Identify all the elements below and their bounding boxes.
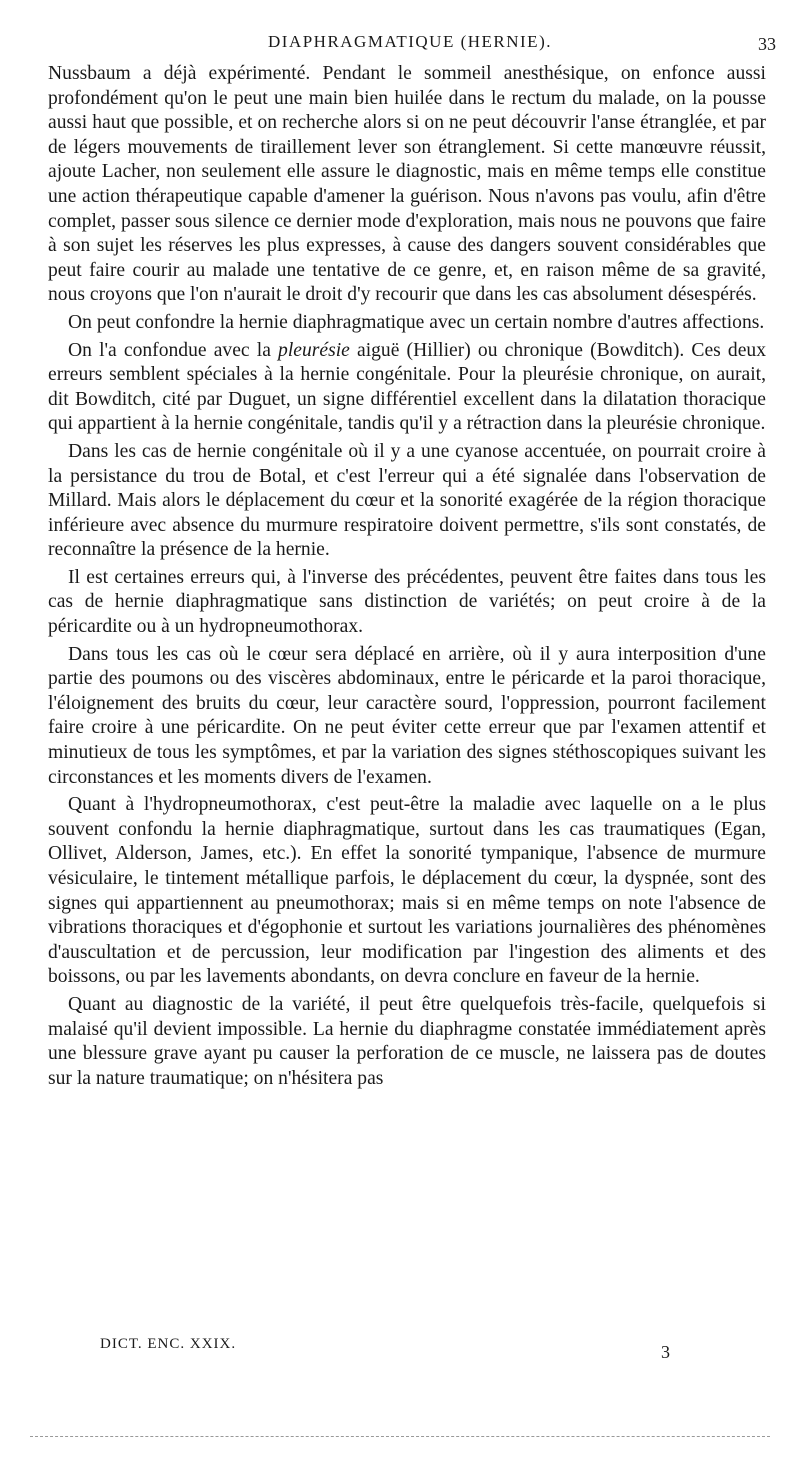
body-text — [48, 62, 766, 1094]
bottom-rule — [30, 1436, 770, 1437]
page-footer — [100, 1336, 670, 1366]
sheet-number: 3 — [661, 1342, 670, 1362]
running-title: DIAPHRAGMATIQUE (HERNIE). — [268, 32, 552, 51]
paragraph — [48, 339, 766, 437]
running-head — [60, 28, 776, 54]
paragraph: Quant à l'hydropneumothorax, c'est peut-être la maladie avec laquelle on a le plus souvent confondu la hernie diaphragmatique, surtout dans les cas traumatiques (Egan, Ollivet, Alderson, James, etc.). En effet la sonorité tympanique, l'absence de murmure vésiculaire, le tintement métallique parfois, le déplacement du cœur, la dyspnée, sont des signes qui appartiennent au pneumothorax; mais si en même temps on note l'absence de vibrations thoraciques et d'égophonie et surtout les variations journalières des phénomènes d'auscultation et de percussion, leur modification par l'ingestion des aliments et des boissons, ou par les lavements abondants, on devra conclure en faveur de la hernie. — [48, 794, 766, 988]
paragraph-text: aiguë (Hillier) ou chronique (Bowditch). Ces deux erreurs semblent spéciales à la hernie congénitale. Pour la pleurésie chronique, on aurait, dit Bowditch, cité par Duguet, un signe différentiel excellent dans la dilatation thoracique qui appartient à la hernie congénitale, tandis qu'il y a rétraction dans la pleurésie chronique. — [48, 339, 766, 435]
paragraph: Dans les cas de hernie congénitale où il y a une cyanose accentuée, on pourrait croire à la persistance du trou de Botal, et c'est l'erreur qui a été signalée dans l'observation de Millard. Mais alors le déplacement du cœur et la sonorité exagérée de la région thoracique inférieure avec absence du murmure respiratoire doivent permettre, s'ils sont constatés, de reconnaître la présence de la hernie. — [48, 440, 766, 561]
printer-signature: DICT. ENC. XXIX. — [100, 1336, 237, 1352]
paragraph-text: On l'a confondue avec la — [68, 339, 279, 361]
page-number: 33 — [758, 34, 776, 54]
paragraph: Il est certaines erreurs qui, à l'inverse des précédentes, peuvent être faites dans tous les cas de hernie diaphragmatique sans distinction de variétés; on peut croire à de la péricardite ou à un hydropneumothorax. — [48, 566, 766, 638]
italic-term: pleurésie — [278, 339, 350, 361]
paragraph: Quant au diagnostic de la variété, il peut être quelquefois très-facile, quelquefois si malaisé qu'il devient impossible. La hernie du diaphragme constatée immédiatement après une blessure grave ayant pu causer la perforation de ce muscle, ne laissera pas de doutes sur la nature traumatique; on n'hésitera pas — [48, 993, 766, 1089]
paragraph: Nussbaum a déjà expérimenté. Pendant le sommeil anesthésique, on enfonce aussi profondément qu'on le peut une main bien huilée dans le rectum du malade, on la pousse aussi haut que possible, et on recherche alors si on ne peut découvrir l'anse étranglée, et par de légers mouvements de tiraillement lever son étranglement. Si cette manœuvre réussit, ajoute Lacher, non seulement elle assure le diagnostic, mais en même temps elle constitue une action thérapeutique capable d'amener la guérison. Nous n'avons pas voulu, afin d'être complet, passer sous silence ce dernier mode d'exploration, mais nous ne pouvons que faire à son sujet les réserves les plus expresses, à cause des dangers souvent considérables que peut faire courir au malade une tentative de ce genre, et, en raison même de sa gravité, nous croyons que l'on n'aurait le droit d'y recourir que dans les cas absolument désespérés. — [48, 63, 766, 306]
paragraph: On peut confondre la hernie diaphragmatique avec un certain nombre d'autres affections. — [68, 311, 765, 333]
paragraph: Dans tous les cas où le cœur sera déplacé en arrière, où il y aura interposition d'une partie des poumons ou des viscères abdominaux, entre le péricarde et la paroi thoracique, l'éloignement des bruits du cœur, leur caractère sourd, l'oppression, pourront facilement faire croire à une péricardite. On ne peut éviter cette erreur que par l'examen attentif et minutieux de tous les symptômes, et par la variation des signes stéthoscopiques suivant les circonstances et les moments divers de l'examen. — [48, 643, 766, 788]
